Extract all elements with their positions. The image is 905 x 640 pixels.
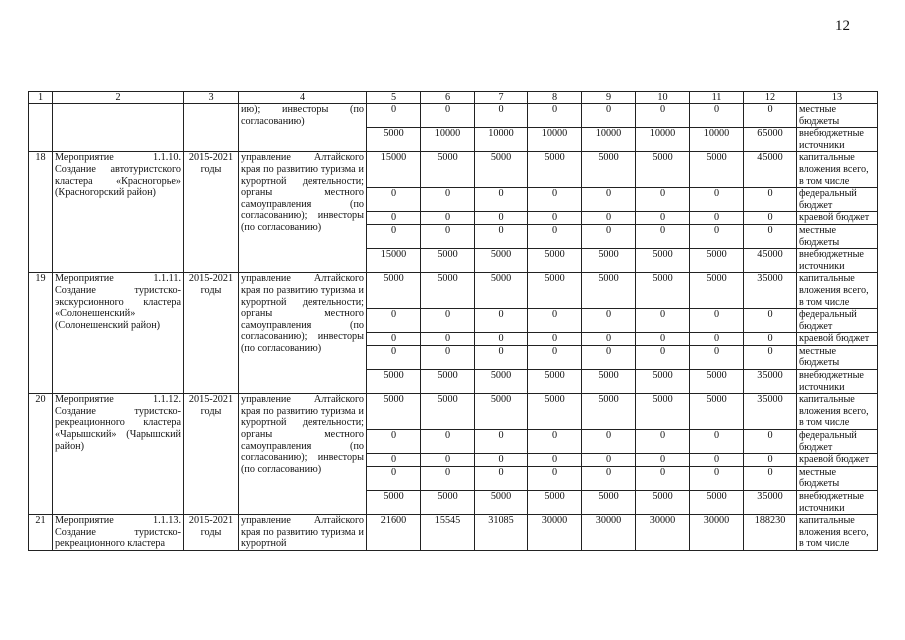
amount-cell: 10000 (582, 128, 636, 152)
amount-cell: 0 (582, 333, 636, 346)
amount-cell: 5000 (528, 394, 582, 430)
funding-row (29, 104, 878, 128)
amount-cell: 5000 (690, 249, 744, 273)
amount-cell: 0 (475, 333, 528, 346)
amount-cell: 0 (744, 224, 797, 248)
amount-cell: 45000 (744, 152, 797, 188)
measure-name: Мероприятие 1.1.13. Создание туристско-рекреационного кластера (53, 515, 184, 551)
column-header: 12 (744, 92, 797, 104)
amount-cell: 0 (367, 454, 421, 467)
funding-source: федеральный бюджет (797, 309, 878, 333)
amount-cell: 5000 (636, 491, 690, 515)
column-header: 7 (475, 92, 528, 104)
column-header: 9 (582, 92, 636, 104)
row-number: 18 (29, 152, 53, 273)
amount-cell: 0 (582, 104, 636, 128)
amount-cell: 5000 (690, 370, 744, 394)
column-header: 6 (421, 92, 475, 104)
funding-row (29, 394, 878, 430)
amount-cell: 0 (744, 466, 797, 490)
amount-cell: 0 (528, 454, 582, 467)
amount-cell: 5000 (475, 249, 528, 273)
amount-cell: 0 (636, 466, 690, 490)
amount-cell: 5000 (528, 249, 582, 273)
funding-source: местные бюджеты (797, 104, 878, 128)
amount-cell: 0 (367, 333, 421, 346)
measure-name: Мероприятие 1.1.11. Создание туристско-экскурсионного кластера «Солонешенский» (Солонешенский район) (53, 273, 184, 394)
amount-cell: 0 (744, 333, 797, 346)
amount-cell: 0 (582, 224, 636, 248)
amount-cell: 0 (421, 188, 475, 212)
amount-cell: 0 (475, 454, 528, 467)
amount-cell: 0 (475, 104, 528, 128)
funding-source: местные бюджеты (797, 466, 878, 490)
amount-cell: 0 (475, 224, 528, 248)
column-header: 3 (184, 92, 239, 104)
amount-cell: 10000 (421, 128, 475, 152)
amount-cell: 0 (690, 466, 744, 490)
funding-source: внебюджетные источники (797, 370, 878, 394)
amount-cell: 5000 (475, 491, 528, 515)
amount-cell: 0 (636, 309, 690, 333)
amount-cell: 0 (475, 309, 528, 333)
amount-cell: 0 (421, 430, 475, 454)
column-header: 5 (367, 92, 421, 104)
amount-cell: 10000 (528, 128, 582, 152)
amount-cell: 5000 (528, 273, 582, 309)
amount-cell: 10000 (475, 128, 528, 152)
amount-cell: 0 (636, 333, 690, 346)
measure-name: Мероприятие 1.1.12. Создание туристско-рекреационного кластера «Чарышский» (Чарышский район) (53, 394, 184, 515)
amount-cell: 0 (744, 104, 797, 128)
row-number: 21 (29, 515, 53, 551)
amount-cell: 5000 (421, 370, 475, 394)
amount-cell: 30000 (528, 515, 582, 551)
amount-cell: 5000 (367, 128, 421, 152)
amount-cell: 0 (636, 188, 690, 212)
amount-cell: 5000 (421, 273, 475, 309)
period (184, 104, 239, 152)
amount-cell: 5000 (528, 370, 582, 394)
amount-cell: 5000 (582, 370, 636, 394)
amount-cell: 0 (582, 345, 636, 369)
amount-cell: 0 (367, 104, 421, 128)
amount-cell: 0 (744, 309, 797, 333)
amount-cell: 0 (367, 430, 421, 454)
amount-cell: 5000 (421, 249, 475, 273)
amount-cell: 0 (421, 333, 475, 346)
funding-source: местные бюджеты (797, 224, 878, 248)
measure-name: Мероприятие 1.1.10. Создание автотуристского кластера «Красногорье» (Красногорский район) (53, 152, 184, 273)
amount-cell: 35000 (744, 273, 797, 309)
amount-cell: 5000 (582, 152, 636, 188)
column-header: 10 (636, 92, 690, 104)
amount-cell: 5000 (582, 394, 636, 430)
funding-source: капитальные вложения всего, в том числе (797, 515, 878, 551)
amount-cell: 0 (636, 345, 690, 369)
amount-cell: 5000 (582, 249, 636, 273)
amount-cell: 0 (367, 188, 421, 212)
amount-cell: 5000 (582, 273, 636, 309)
amount-cell: 0 (636, 430, 690, 454)
funding-row (29, 152, 878, 188)
amount-cell: 5000 (367, 491, 421, 515)
funding-source: федеральный бюджет (797, 430, 878, 454)
amount-cell: 5000 (475, 394, 528, 430)
amount-cell: 15000 (367, 152, 421, 188)
executor: управление Алтайского края по развитию туризма и курортной деятельности; органы местного самоуправления (по согласованию); инвесторы (по согласованию) (239, 273, 367, 394)
amount-cell: 0 (367, 224, 421, 248)
amount-cell: 0 (636, 454, 690, 467)
amount-cell: 0 (367, 345, 421, 369)
funding-source: краевой бюджет (797, 454, 878, 467)
amount-cell: 35000 (744, 491, 797, 515)
amount-cell: 0 (528, 188, 582, 212)
amount-cell: 5000 (421, 491, 475, 515)
executor: управление Алтайского края по развитию туризма и курортной деятельности; органы местного самоуправления (по согласованию); инвесторы (по согласованию) (239, 394, 367, 515)
period: 2015-2021 годы (184, 273, 239, 394)
amount-cell: 0 (582, 454, 636, 467)
amount-cell: 0 (744, 454, 797, 467)
amount-cell: 30000 (582, 515, 636, 551)
amount-cell: 0 (421, 104, 475, 128)
amount-cell: 0 (421, 454, 475, 467)
executor: управление Алтайского края по развитию туризма и курортной (239, 515, 367, 551)
page-number: 12 (835, 18, 850, 34)
amount-cell: 5000 (367, 370, 421, 394)
amount-cell: 0 (367, 466, 421, 490)
executor: управление Алтайского края по развитию туризма и курортной деятельности; органы местного самоуправления (по согласованию); инвесторы (по согласованию) (239, 152, 367, 273)
amount-cell: 0 (421, 466, 475, 490)
amount-cell: 5000 (421, 152, 475, 188)
amount-cell: 5000 (690, 273, 744, 309)
amount-cell: 0 (744, 430, 797, 454)
funding-source: федеральный бюджет (797, 188, 878, 212)
amount-cell: 0 (528, 224, 582, 248)
amount-cell: 0 (690, 333, 744, 346)
amount-cell: 0 (744, 188, 797, 212)
funding-source: краевой бюджет (797, 212, 878, 225)
amount-cell: 15000 (367, 249, 421, 273)
amount-cell: 5000 (367, 273, 421, 309)
amount-cell: 0 (475, 430, 528, 454)
amount-cell: 0 (690, 212, 744, 225)
funding-source: внебюджетные источники (797, 128, 878, 152)
amount-cell: 10000 (690, 128, 744, 152)
amount-cell: 5000 (528, 152, 582, 188)
amount-cell: 188230 (744, 515, 797, 551)
amount-cell: 0 (421, 224, 475, 248)
program-measures-table (28, 91, 878, 551)
row-number (29, 104, 53, 152)
amount-cell: 5000 (475, 370, 528, 394)
amount-cell: 65000 (744, 128, 797, 152)
amount-cell: 5000 (636, 152, 690, 188)
amount-cell: 0 (421, 345, 475, 369)
row-number: 20 (29, 394, 53, 515)
amount-cell: 0 (421, 212, 475, 225)
amount-cell: 5000 (690, 152, 744, 188)
amount-cell: 15545 (421, 515, 475, 551)
amount-cell: 0 (475, 212, 528, 225)
amount-cell: 30000 (690, 515, 744, 551)
funding-source: местные бюджеты (797, 345, 878, 369)
amount-cell: 21600 (367, 515, 421, 551)
column-header: 8 (528, 92, 582, 104)
amount-cell: 45000 (744, 249, 797, 273)
amount-cell: 0 (636, 212, 690, 225)
amount-cell: 0 (528, 345, 582, 369)
row-number: 19 (29, 273, 53, 394)
amount-cell: 0 (744, 212, 797, 225)
amount-cell: 0 (475, 466, 528, 490)
amount-cell: 0 (528, 309, 582, 333)
amount-cell: 0 (367, 212, 421, 225)
funding-row (29, 273, 878, 309)
period: 2015-2021 годы (184, 152, 239, 273)
amount-cell: 31085 (475, 515, 528, 551)
amount-cell: 0 (690, 345, 744, 369)
amount-cell: 0 (475, 345, 528, 369)
column-header: 13 (797, 92, 878, 104)
column-header: 1 (29, 92, 53, 104)
amount-cell: 35000 (744, 394, 797, 430)
amount-cell: 5000 (636, 273, 690, 309)
amount-cell: 5000 (582, 491, 636, 515)
funding-source: капитальные вложения всего, в том числе (797, 273, 878, 309)
period: 2015-2021 годы (184, 515, 239, 551)
column-header: 4 (239, 92, 367, 104)
amount-cell: 0 (582, 466, 636, 490)
funding-row (29, 515, 878, 551)
amount-cell: 5000 (475, 152, 528, 188)
amount-cell: 0 (690, 454, 744, 467)
amount-cell: 0 (528, 430, 582, 454)
funding-source: внебюджетные источники (797, 249, 878, 273)
amount-cell: 5000 (636, 394, 690, 430)
amount-cell: 0 (636, 224, 690, 248)
amount-cell: 10000 (636, 128, 690, 152)
column-header: 2 (53, 92, 184, 104)
header-row (29, 92, 878, 104)
amount-cell: 0 (528, 466, 582, 490)
amount-cell: 0 (528, 104, 582, 128)
amount-cell: 5000 (636, 249, 690, 273)
amount-cell: 5000 (636, 370, 690, 394)
amount-cell: 5000 (528, 491, 582, 515)
amount-cell: 0 (690, 104, 744, 128)
measure-name (53, 104, 184, 152)
amount-cell: 0 (690, 430, 744, 454)
amount-cell: 5000 (475, 273, 528, 309)
funding-source: капитальные вложения всего, в том числе (797, 152, 878, 188)
funding-source: краевой бюджет (797, 333, 878, 346)
amount-cell: 5000 (421, 394, 475, 430)
amount-cell: 0 (528, 212, 582, 225)
amount-cell: 5000 (690, 394, 744, 430)
amount-cell: 0 (744, 345, 797, 369)
executor: ию); инвесторы (по согласованию) (239, 104, 367, 152)
period: 2015-2021 годы (184, 394, 239, 515)
funding-source: внебюджетные источники (797, 491, 878, 515)
amount-cell: 0 (690, 224, 744, 248)
amount-cell: 35000 (744, 370, 797, 394)
amount-cell: 0 (690, 188, 744, 212)
column-header: 11 (690, 92, 744, 104)
amount-cell: 0 (582, 430, 636, 454)
amount-cell: 0 (582, 188, 636, 212)
amount-cell: 5000 (367, 394, 421, 430)
funding-source: капитальные вложения всего, в том числе (797, 394, 878, 430)
amount-cell: 0 (636, 104, 690, 128)
amount-cell: 0 (690, 309, 744, 333)
amount-cell: 5000 (690, 491, 744, 515)
amount-cell: 0 (528, 333, 582, 346)
amount-cell: 0 (367, 309, 421, 333)
amount-cell: 0 (582, 212, 636, 225)
amount-cell: 0 (421, 309, 475, 333)
amount-cell: 30000 (636, 515, 690, 551)
amount-cell: 0 (475, 188, 528, 212)
amount-cell: 0 (582, 309, 636, 333)
